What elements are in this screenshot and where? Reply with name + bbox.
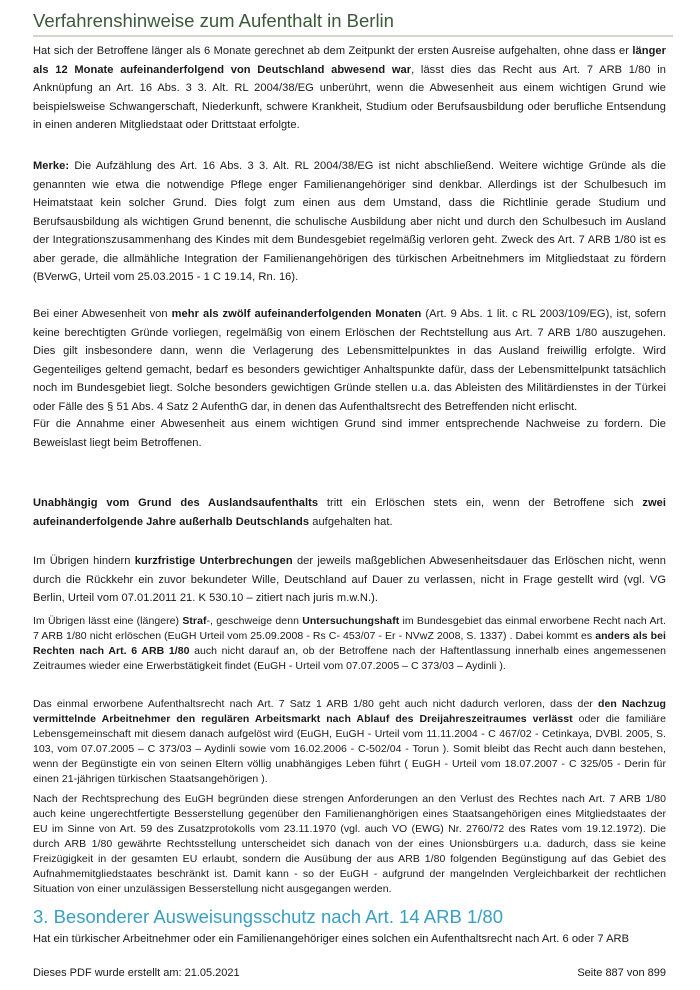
bold-phrase: länger als 12 Monate aufeinanderfolgend von Deutschland abwesend war	[33, 45, 666, 76]
note-label: Merke:	[33, 160, 70, 172]
text-run: (Art. 9 Abs. 1 lit. c RL 2003/109/EG), ist, sofern keine berechtigten Gründe vorliegen, regelmäßig von einem Erlöschen der Rechtstellung aus Art. 7 ARB 1/80 auszugehen. Dies gilt insbesondere dann, wenn die Verlagerung des Lebensmittelpunktes in das Ausland freiwillig erfolgte. Wird Gegenteiliges geltend gemacht, bedarf es besonders gewichtiger Anhaltspunkte dafür, dass der Lebensmittelpunkt tatsächlich noch im Bundesgebiet liegt. Solche besonders gewichtigen Gründe stellen u.a. das Ableisten des Militärdienstes in der Türkei oder Fälle des § 51 Abs. 4 Satz 2 AufenthG dar, in denen das Aufenthaltsrecht des Betreffenden nicht erlischt.	[33, 308, 666, 413]
bold-phrase: den Nachzug vermittelnde Arbeitnehmer den regulären Arbeitsmarkt nach Ablauf des Dreijahreszeitraumes verlässt	[33, 698, 667, 725]
bold-phrase: mehr als zwölf aufeinanderfolgenden Monaten	[171, 308, 422, 320]
text-run: , lässt dies das Recht aus Art. 7 ARB 1/80 in Anknüpfung an Art. 16 Abs. 3 3. Alt. RL 2004/38/EG unberührt, wenn die Abwesenheit aus einem wichtigen Grund wie beispielsweise Schwangerschaft, Niederkunft, schwere Krankheit, Studium oder Berufsausbildung oder berufliche Entsendung in einen anderen Mitgliedstaat oder Drittstaat erfolgte.	[33, 63, 666, 131]
text-run: tritt ein Erlöschen stets ein, wenn der Betroffene sich	[318, 497, 643, 509]
paragraph-absence-over-twelve-months	[33, 305, 666, 416]
paragraph-absence-12-months	[33, 42, 666, 135]
text-run: Hat sich der Betroffene länger als 6 Monate gerechnet ab dem Zeitpunkt der ersten Ausreise aufgehalten, ohne dass er	[33, 45, 633, 57]
bold-phrase: Straf	[182, 615, 207, 627]
paragraph-eugh-jurisprudence: Nach der Rechtsprechung des EuGH begründen diese strengen Anforderungen an den Verlust des Rechtes nach Art. 7 ARB 1/80 auch keine ungerechtfertigte Besserstellung gegenüber den Familienanghörigen eines Staatsangehörigen eines Mitgliedstaates der EU im Sinne von Art. 59 des Zusatzprotokolls vom 23.11.1970 (vgl. auch VO (EWG) Nr. 2760/72 des Rates vom 19.12.1972). Die durch ARB 1/80 gewährte Rechtsstellung unterscheidet sich danach von der eines Unionsbürgers u.a. dadurch, dass sie keine Freizügigkeit in der gesamten EU erlaubt, sondern die Ausübung der aus ARB 1/80 folgenden Begünstigung auf das Gebiet des Aufnahmemitgliedstaates beschränkt ist. Damit kann - so der EuGH - aufgrund der mangelnden Vergleichbarkeit der rechtlichen Situation von einer unzulässigen Besserstellung nicht ausgegangen werden.	[33, 793, 666, 895]
text-run: Im Übrigen hindern	[33, 555, 135, 567]
section-intro-paragraph: Hat ein türkischer Arbeitnehmer oder ein Familienangehöriger eines solchen ein Aufenthaltsrecht nach Art. 6 oder 7 ARB	[33, 933, 630, 945]
text-run: Im Übrigen lässt eine (längere)	[33, 615, 183, 627]
paragraph-detention	[33, 614, 666, 674]
creation-date: Dieses PDF wurde erstellt am: 21.05.2021	[33, 967, 240, 979]
text-run: aufgehalten hat.	[309, 515, 393, 528]
paragraph-labour-market	[33, 697, 666, 787]
text-run: -, geschweige denn	[206, 615, 303, 627]
bold-phrase: Unabhängig vom Grund des Auslandsaufenthalts	[33, 497, 319, 509]
section-heading: 3. Besonderer Ausweisungsschutz nach Art. 14 ARB 1/80	[33, 906, 503, 927]
page-title: Verfahrenshinweise zum Aufenthalt in Berlin	[33, 10, 673, 37]
text-run: Die Aufzählung des Art. 16 Abs. 3 3. Alt. RL 2004/38/EG ist nicht abschließend. Weitere wichtige Gründe als die genannten wie etwa die notwendige Pflege enger Familienangehöriger sind denkbar. Allerdings ist der Schulbesuch im Heimatstaat kein solcher Grund. Dies folgt zum einen aus dem Umstand, dass die Richtlinie gerade Studium und Berufsausbildung als wichtigen Grund benennt, die schulische Ausbildung aber nicht und durch den Schulbesuch im Ausland der Integrationszusammenhang des Kindes mit dem Bundesgebiet regelmäßig verloren geht. Zweck des Art. 7 ARB 1/80 ist es aber gerade, die allmähliche Integration der Familienangehörigen des türkischen Arbeitnehmers im Mitgliedstaat zu fördern (BVerwG, Urteil vom 25.03.2015 - 1 C 19.14, Rn. 16).	[33, 160, 666, 283]
text-run: Das einmal erworbene Aufenthaltsrecht nach Art. 7 Satz 1 ARB 1/80 geht auch nicht dadurch verloren, dass der	[33, 698, 598, 710]
paragraph-short-interruptions	[33, 552, 666, 608]
bold-phrase: zwei aufeinanderfolgende Jahre außerhalb Deutschlands	[33, 497, 666, 528]
page-number: Seite 887 von 899	[577, 967, 666, 979]
paragraph-merke-note	[33, 157, 666, 287]
text-run: Bei einer Abwesenheit von	[33, 308, 172, 320]
paragraph-burden-of-proof: Für die Annahme einer Abwesenheit aus einem wichtigen Grund sind immer entsprechende Nachweise zu fordern. Die Beweislast liegt beim Betroffenen.	[33, 418, 666, 449]
bold-phrase: kurzfristige Unterbrechungen	[134, 555, 293, 567]
text-run: im Bundesgebiet das einmal erworbene Recht nach Art. 7 ARB 1/80 nicht erlöschen (EuGH Urteil vom 25.09.2008 - Rs C- 453/07 - Er - NVwZ 2008, S. 1337) . Dabei kommt es	[33, 615, 666, 642]
bold-phrase: Untersuchungshaft	[302, 615, 400, 627]
paragraph-two-years-abroad	[33, 494, 666, 531]
text-run: der jeweils maßgeblichen Abwesenheitsdauer das Erlöschen nicht, wenn durch die Rückkehr ein zuvor bekundeter Wille, Deutschland auf Dauer zu verlassen, nicht in Frage gestellt wird (vgl. VG Berlin, Urteil vom 07.01.2011 21. K 530.10 – zitiert nach juris m.w.N.).	[33, 555, 666, 604]
bold-phrase: anders als bei Rechten nach Art. 6 ARB 1/80	[33, 630, 666, 657]
text-run: oder die familiäre Lebensgemeinschaft mit diesem danach aufgelöst wird (EuGH, EuGH - Urteil vom 11.11.2004 - C 467/02 - Cetinkaya, DVBl. 2005, S. 103, vom 07.07.2005 – C 373/03 – Aydinli sowie vom 16.02.2006 - C-502/04 - Torun ). Somit bleibt das Recht auch dann bestehen, wenn der Begünstigte ein von seinen Eltern völlig unabhängiges Leben führt ( EuGH - Urteil vom 18.07.2007 - C 325/05 - Derin für einen 21-jährigen türkischen Staatsangehörigen ).	[33, 713, 666, 785]
text-run: auch nicht darauf an, ob der Betroffene nach der Haftentlassung innerhalb eines angemessenen Zeitraumes wieder eine Erwerbstätigkeit findet (EuGH - Urteil vom 07.07.2005 – C 373/03 – Aydinli ).	[33, 645, 666, 672]
